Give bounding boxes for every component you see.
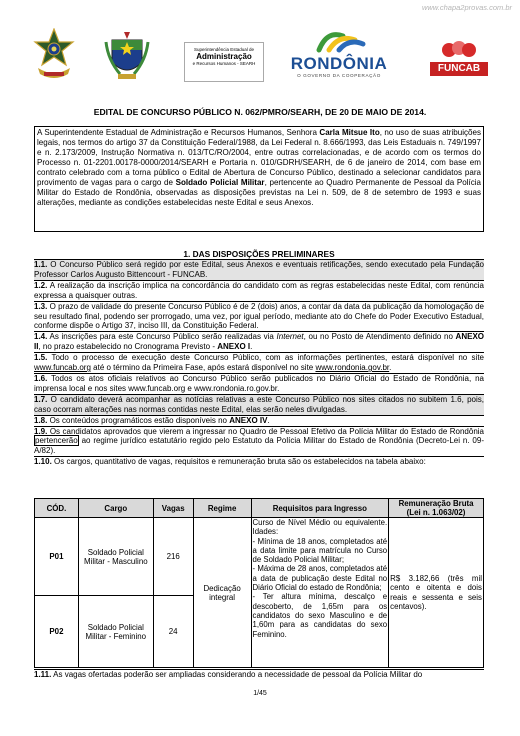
police-star-emblem-logo [32, 28, 76, 84]
annex-ref: ANEXO I [217, 342, 251, 352]
rondonia-logo [276, 28, 402, 86]
col-header-cod: CÓD. [35, 499, 79, 518]
intro-text-a: A Superintendente Estadual de Administração e Recursos Humanos, Senhora [37, 128, 320, 137]
rondonia-link[interactable]: www.rondonia.gov.br [315, 363, 390, 373]
annex-ref: ANEXO IV [229, 415, 268, 425]
table-row [35, 518, 484, 596]
searh-logo-line2: Administração [196, 52, 252, 61]
header-logos [30, 28, 492, 90]
searh-logo-line1: Superintendência Estadual de [193, 47, 255, 52]
cell-cod: P02 [35, 596, 79, 668]
item-text: O prazo de validade do presente Concurso Público é de 2 (dois) anos, a contar da data da publicação da homologação de seu resultado final, podendo ser prorrogado, uma vez, por igual período, mediante ato do Chefe do Poder Executivo Estadual, conforme dispõe o Artigo 37, inciso III, da Constituição Federal. [34, 301, 484, 331]
item-text: Os candidatos aprovados que vierem a ingressar no Quadro de Pessoal Efetivo da Polícia Militar do Estado de Rondônia [47, 426, 484, 436]
intro-text-c: , pertencente ao Quadro Permanente de Pessoal da Polícia Militar do Estado de Rondônia, observadas as disposições previstas na Lei n. 509, de 8 de setembro de 1993 e suas alterações, mediante as condições estabelecidas neste Edital e seus Anexos. [37, 178, 482, 207]
item-1-5 [34, 352, 484, 373]
cell-vagas: 216 [153, 518, 193, 596]
item-1-3 [34, 301, 484, 332]
item-text: até o término da Primeira Fase, após estará disponível no site [90, 363, 316, 373]
item-text: . [389, 363, 392, 373]
funcab-mark-icon [439, 40, 479, 60]
funcab-logo [430, 40, 488, 84]
item-1-6 [34, 373, 484, 394]
col-header-cargo: Cargo [78, 499, 153, 518]
item-text: O Concurso Público será regido por este Edital, seus Anexos e eventuais retificações, sendo executado pela Fundação Professor Carlos Augusto Bittencourt - FUNCAB. [34, 260, 484, 279]
rondonia-tagline: O GOVERNO DA COOPERAÇÃO [297, 73, 381, 78]
col-header-regime: Regime [193, 499, 251, 518]
annex-ref: ANEXO II [34, 332, 484, 352]
col-header-vagas: Vagas [153, 499, 193, 518]
section-body [34, 259, 484, 467]
item-1-2 [34, 280, 484, 301]
item-text: Todos os atos oficiais relativos ao Concurso Público serão publicados no Diário Oficial do Estado de Rondônia, na imprensa local e nos sites www.funcab.org e www.rondonia.ro.gov.br. [34, 373, 484, 393]
highlighted-word: pertencerão [35, 436, 78, 446]
item-text: Todo o processo de execução deste Concurso Público, com as informações pertinentes, estará disponível no site [47, 353, 484, 363]
item-text: ao regime jurídico estatutário regido pelo Estatuto da Polícia Militar do Estado de Rondônia (Decreto-Lei n. 09-A/82). [34, 436, 484, 456]
item-number: 1.10. [34, 457, 52, 467]
col-header-remuneracao [389, 499, 484, 518]
item-1-7 [34, 394, 484, 415]
item-number: 1.3. [34, 301, 48, 311]
section-title: 1. DAS DISPOSIÇÕES PRELIMINARES [183, 249, 335, 259]
cell-cargo: Soldado Policial Militar - Feminino [78, 596, 153, 668]
funcab-wordmark: FUNCAB [430, 62, 488, 76]
document-title: EDITAL DE CONCURSO PÚBLICO N. 062/PMRO/SEARH, DE 20 DE MAIO DE 2014. [93, 107, 427, 117]
item-number: 1.9. [34, 426, 48, 436]
item-text: A realização da inscrição implica na concordância do candidato com as regras estabelecidas neste Edital, com renúncia expressa a quaisquer outras. [34, 280, 484, 300]
cell-vagas: 24 [153, 596, 193, 668]
item-text: Os conteúdos programáticos estão disponíveis no [47, 415, 230, 425]
searh-logo-line3: e Recursos Humanos - SEARH [192, 61, 256, 66]
cargo-name: Soldado Policial Militar [175, 178, 265, 187]
funcab-link[interactable]: www.funcab.org [34, 363, 91, 373]
item-1-8 [34, 415, 484, 426]
item-number: 1.4. [34, 332, 48, 342]
item-number: 1.6. [34, 373, 48, 383]
item-number: 1.1. [34, 260, 48, 269]
intro-paragraph [34, 126, 484, 232]
intro-text-b: , no uso de suas atribuições legais, nos termos do artigo 37 da Constituição Federal/1988, da Lei Federal n. 8.666/1993, das Leis Estaduais n. 749/1997 e n. 2.173/2009, Instrução Normativa n. 013/TC/RO/2004, entre outras correlacionadas, e de acordo com os termos do Processo n. 01-2201.00178-0000/2014/SEARH e Portaria n. 010/GDRH/SEARH, de 6 de janeiro de 2014, com base em contrato celebrado com a torna público o Edital de Abertura de Concurso Público, destinado a selecionar candidatos para provimento de vagas para o cargo de [37, 128, 481, 187]
cell-requisitos: Curso de Nível Médio ou equivalente. Idades: - Mínima de 18 anos, completados até a data limite para matrícula no Curso de Soldado Policial Militar; - Máxima de 28 anos, completados até a data de publicação deste Edital no Diário Oficial do estado de Rondônia; - Ter altura mínima, descalço e descoberto, de 1,65m para os candidatos do sexo Masculino e de 1,60m para as candidatas do sexo Feminino. [251, 518, 389, 668]
remuneracao-header-line2: (Lei n. 1.063/02) [406, 508, 466, 517]
page-number: 1/45 [253, 690, 267, 697]
rondonia-swirl-icon [309, 28, 369, 54]
watermark: www.chapa2provas.com.br [421, 3, 512, 12]
item-number: 1.8. [34, 415, 48, 425]
vacancies-table [34, 498, 484, 668]
cell-cargo: Soldado Policial Militar - Masculino [78, 518, 153, 596]
rondonia-wordmark: RONDÔNIA [290, 54, 388, 73]
item-text: , ou no Posto de Atendimento definido no [303, 332, 456, 342]
cell-cod: P01 [35, 518, 79, 596]
item-number: 1.2. [34, 280, 48, 290]
remuneracao-header-line1: Remuneração Bruta [398, 499, 474, 508]
table-header-row [35, 499, 484, 518]
superintendent-name: Carla Mitsue Ito [319, 128, 380, 137]
item-text: O candidato deverá acompanhar as notícias relativas a este Concurso Público nos sites citados no subitem 1.6, pois, caso ocorram alterações nas normas contidas neste Edital, elas serão neles divulgadas. [34, 394, 484, 414]
item-number: 1.11. [34, 670, 52, 679]
item-number: 1.7. [34, 394, 48, 404]
state-coat-of-arms-logo [104, 30, 150, 86]
internet-word: Internet [276, 332, 304, 342]
item-1-4 [34, 331, 484, 352]
searh-logo [184, 42, 264, 82]
col-header-requisitos: Requisitos para Ingresso [251, 499, 389, 518]
item-1-11 [34, 669, 484, 680]
item-text: . [250, 342, 253, 352]
item-text: . [267, 415, 270, 425]
cell-remuneracao: R$ 3.182,66 (três mil cento e oitenta e dois reais e sessenta e seis centavos). [389, 518, 484, 668]
item-text: Os cargos, quantitativo de vagas, requisitos e remuneração bruta são os estabelecidos na tabela abaixo: [51, 457, 426, 467]
item-text: , no prazo estabelecido no Cronograma Previsto - [38, 342, 218, 352]
item-text: As inscrições para este Concurso Público serão realizadas via [47, 332, 277, 342]
item-number: 1.5. [34, 353, 48, 363]
item-1-9 [34, 426, 484, 457]
cell-regime: Dedicação integral [193, 518, 251, 668]
item-1-1 [34, 259, 484, 280]
item-text: As vagas ofertadas poderão ser ampliadas considerando a necessidade de pessoal da Polícia Militar do [51, 670, 423, 679]
item-1-10 [34, 456, 484, 467]
